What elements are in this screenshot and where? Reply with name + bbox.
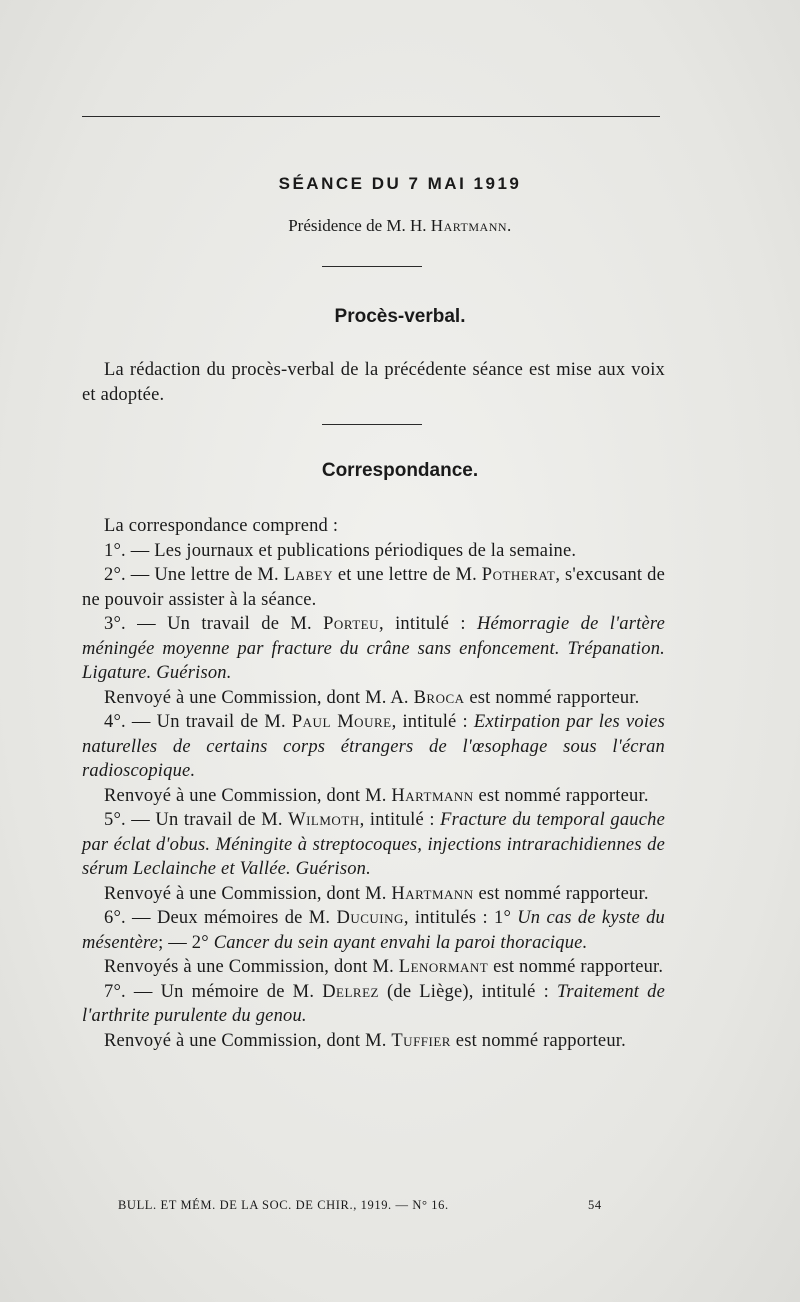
work-title: Un cas de kyste du mésentère: [82, 908, 665, 953]
list-item: 1°. — Les journaux et publications périodiques de la semaine.: [104, 540, 577, 561]
item-text: ; — 2°: [158, 932, 214, 953]
referral-line: [82, 955, 665, 980]
rapporteur-name: Broca: [413, 687, 465, 708]
item-text: est nommé rapporteur.: [473, 785, 649, 806]
item-text: est nommé rapporteur.: [450, 1030, 626, 1051]
item-text: , intitulé :: [378, 614, 477, 634]
item-text: 6°. — Deux mémoires de M.: [104, 908, 337, 928]
seance-title: SÉANCE DU 7 MAI 1919: [278, 174, 522, 193]
section-divider: [322, 424, 422, 425]
referral-line: [82, 784, 665, 809]
author-name: Ducuing: [336, 908, 404, 928]
rapporteur-name: Lenormant: [398, 957, 489, 977]
work-title: Hémorragie de l'artère méningée moyenne par fracture du crâne sans enfoncement. Trépanation. Ligature. Guérison.: [82, 614, 665, 683]
list-item: [82, 980, 665, 1029]
work-title: Extirpation par les voies naturelles de certains corps étrangers de l'œsophage sous l'écran radioscopique.: [82, 712, 665, 781]
referral-line: [82, 686, 665, 711]
item-text: (de Liège), intitulé :: [378, 981, 557, 1002]
list-item: [82, 563, 665, 612]
item-text: , s'excusant de ne pouvoir assister à la séance.: [82, 565, 665, 610]
item-text: Renvoyé à une Commission, dont M.: [104, 883, 392, 904]
president-name: Hartmann.: [430, 216, 512, 235]
section-divider: [322, 266, 422, 267]
correspondance-intro: La correspondance comprend :: [104, 516, 339, 536]
item-text: , intitulés : 1°: [403, 908, 518, 928]
rapporteur-name: Hartmann: [391, 883, 474, 904]
author-name: Paul Moure: [291, 712, 392, 732]
item-text: 2°. — Une lettre de M.: [104, 565, 284, 585]
item-text: 5°. — Un travail de M.: [104, 810, 289, 830]
list-item: [82, 808, 665, 882]
author-name: Porteu: [323, 614, 379, 634]
item-text: , intitulé :: [359, 810, 441, 830]
item-text: est nommé rapporteur.: [464, 687, 640, 708]
proces-verbal-heading: Procès-verbal.: [334, 306, 466, 327]
item-text: est nommé rapporteur.: [473, 883, 649, 904]
author-name: Wilmoth: [288, 810, 360, 830]
author-name: Labey: [283, 565, 333, 585]
rapporteur-name: Hartmann: [391, 785, 474, 806]
list-item: [82, 906, 665, 955]
correspondance-body: [82, 514, 665, 1053]
referral-line: [82, 882, 665, 907]
author-name: Delrez: [322, 981, 379, 1002]
item-text: et une lettre de M.: [332, 565, 482, 585]
proces-verbal-text-block: [82, 358, 665, 407]
item-text: Renvoyé à une Commission, dont M. A.: [104, 687, 414, 708]
proces-verbal-text: La rédaction du procès-verbal de la précédente séance est mise aux voix et adoptée.: [82, 360, 665, 405]
list-item: [82, 710, 665, 784]
item-text: Renvoyé à une Commission, dont M.: [104, 785, 392, 806]
item-text: 7°. — Un mémoire de M.: [104, 981, 323, 1002]
presidence-prefix: Présidence de M. H.: [288, 216, 431, 235]
work-title: Traitement de l'arthrite purulente du genou.: [82, 981, 666, 1026]
list-item: [82, 612, 665, 686]
item-text: est nommé rapporteur.: [488, 957, 664, 977]
work-title: Fracture du temporal gauche par éclat d'obus. Méningite à streptocoques, injections intrarachidiennes de sérum Leclainche et Vallée. Guérison.: [82, 810, 666, 879]
rapporteur-name: Tuffier: [391, 1030, 451, 1051]
item-text: 4°. — Un travail de M.: [104, 712, 292, 732]
page-footer: [118, 1198, 618, 1213]
referral-line: [82, 1029, 665, 1054]
top-rule: [82, 116, 660, 117]
item-text: 3°. — Un travail de M.: [104, 614, 324, 634]
item-text: Renvoyé à une Commission, dont M.: [104, 1030, 392, 1051]
page-number: 54: [588, 1198, 602, 1212]
footer-citation: BULL. ET MÉM. DE LA SOC. DE CHIR., 1919. — N° 16.: [118, 1198, 449, 1212]
work-title: Cancer du sein ayant envahi la paroi thoracique.: [213, 932, 588, 953]
presidence-line: [0, 216, 800, 236]
item-text: Renvoyés à une Commission, dont M.: [104, 957, 399, 977]
item-text: , intitulé :: [391, 712, 474, 732]
correspondance-heading: Correspondance.: [321, 460, 479, 481]
author-name: Potherat: [481, 565, 556, 585]
